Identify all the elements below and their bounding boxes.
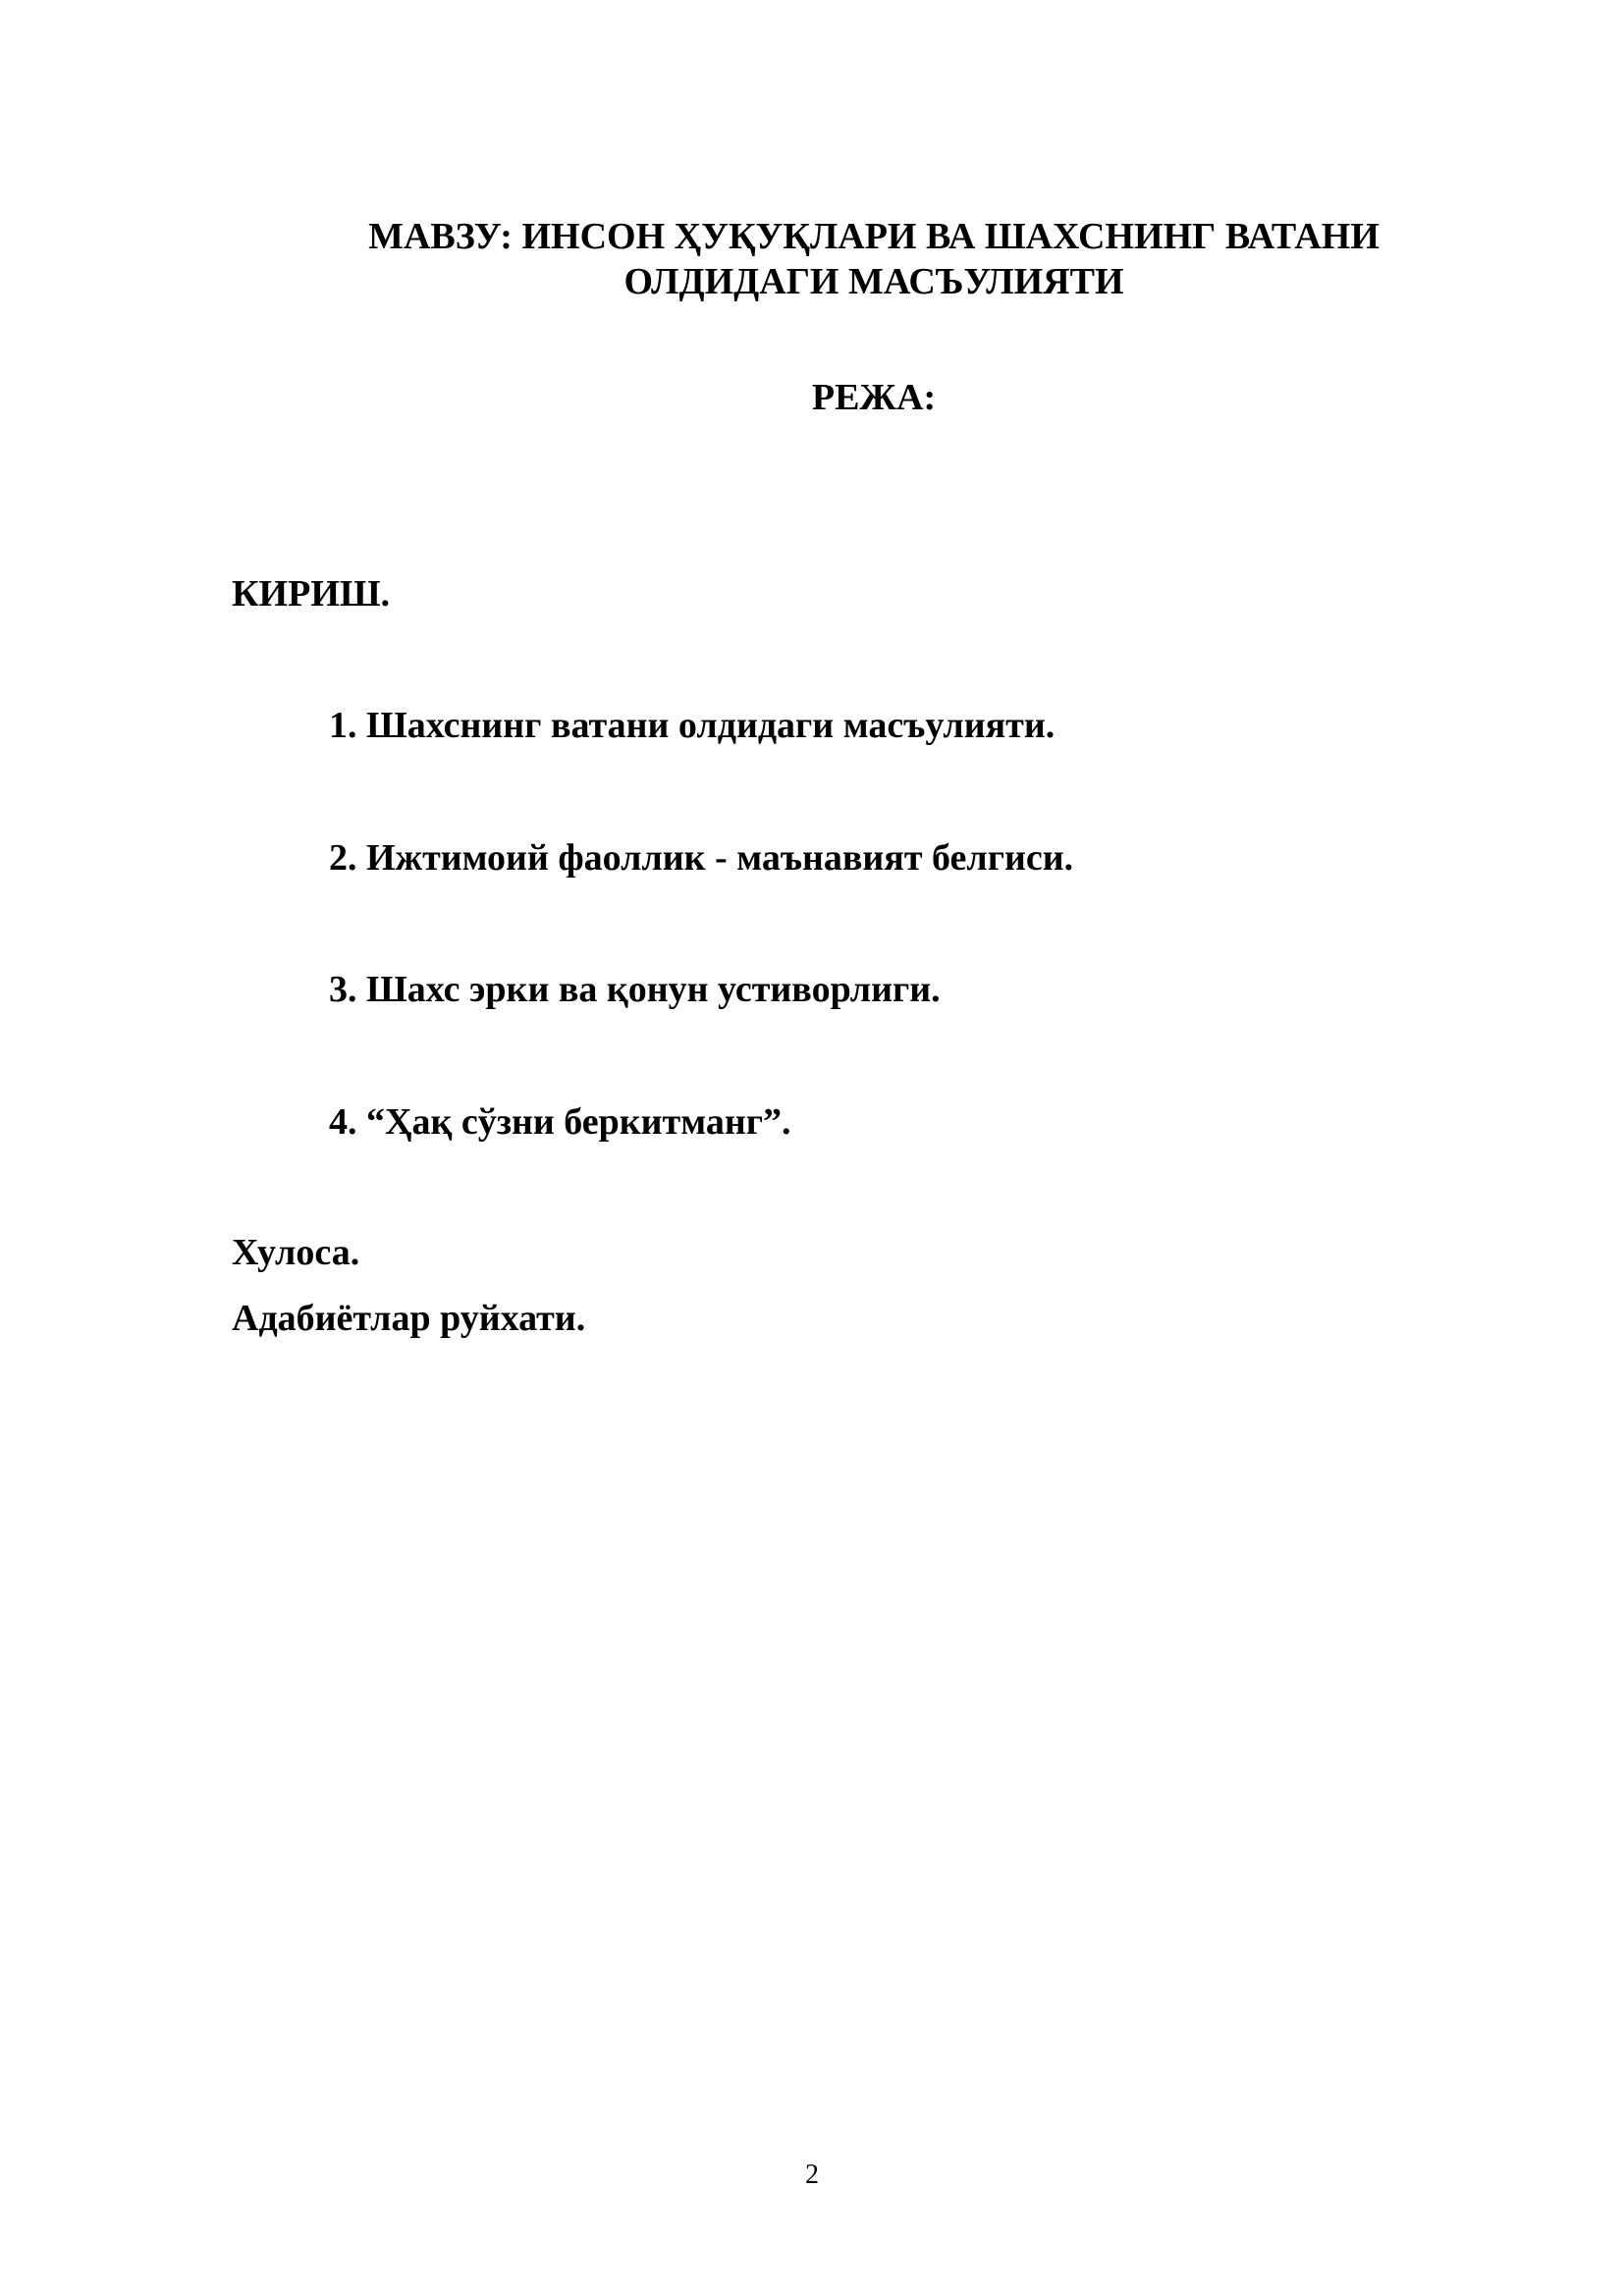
plan-heading: РЕЖА: (811, 377, 937, 418)
plan-item-3: 3. Шахс эрки ва қонун устиворлиги. (329, 969, 941, 1010)
references-heading: Адабиётлар руйхати. (232, 1298, 586, 1339)
page-number: 2 (805, 2160, 819, 2190)
title-line-1: МАВЗУ: ИНСОН ҲУҚУҚЛАРИ ВА ШАХСНИНГ ВАТАНИ (368, 216, 1380, 257)
conclusion-heading: Хулоса. (232, 1232, 360, 1273)
page-title (295, 214, 1453, 304)
plan-item-1: 1. Шахснинг ватани олдидаги масъулияти. (329, 705, 1056, 746)
plan-item-4: 4. “Ҳақ сўзни беркитманг”. (329, 1101, 791, 1143)
plan-item-2: 2. Ижтимоий фаоллик - маънавият белгиси. (329, 837, 1074, 879)
intro-heading: КИРИШ. (232, 573, 391, 614)
title-line-2: ОЛДИДАГИ МАСЪУЛИЯТИ (623, 261, 1124, 302)
